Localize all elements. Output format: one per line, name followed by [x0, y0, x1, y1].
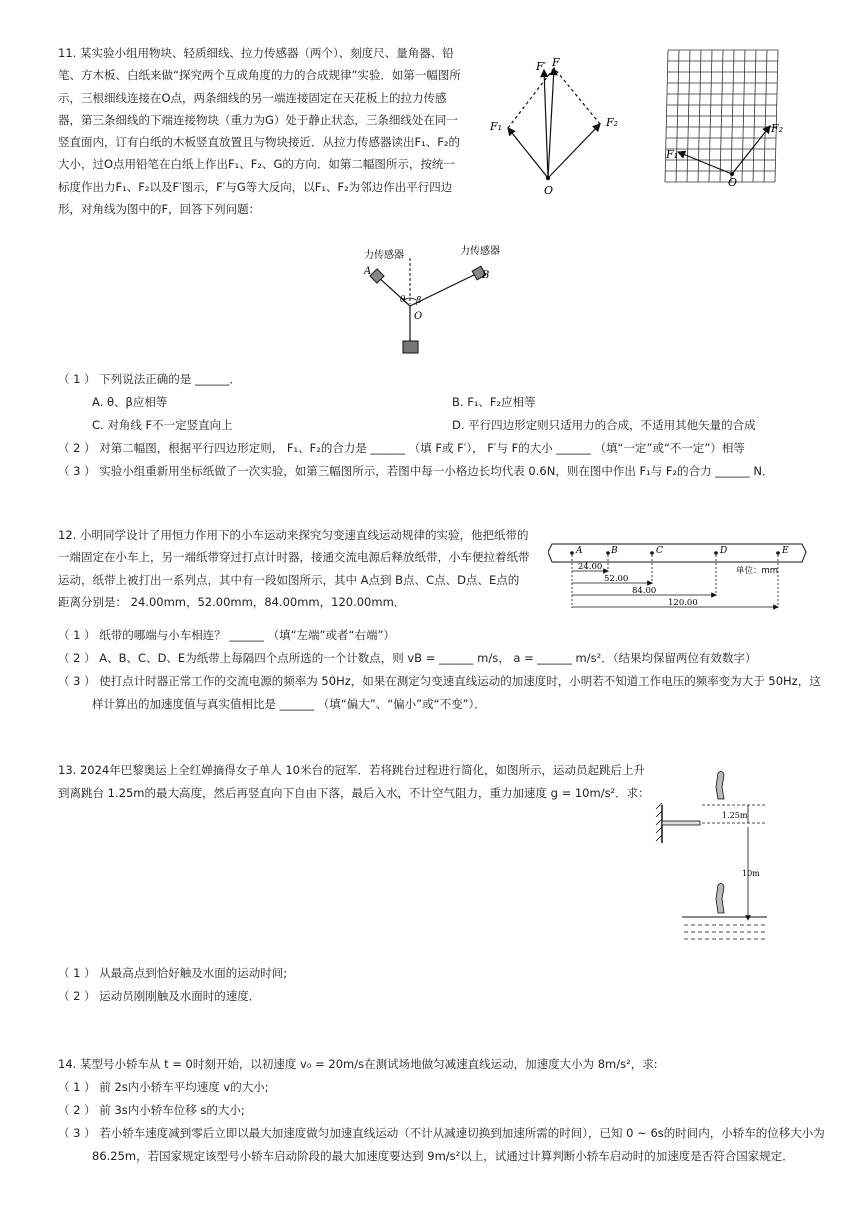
height-1-25: 1.25m — [722, 811, 748, 820]
beta-label: β — [416, 296, 422, 306]
tape-d2: 52.00 — [604, 574, 629, 584]
q12-part3-line1: （ 3 ） 使打点计时器正常工作的交流电源的频率为 50Hz，如果在测定匀变速直线运动的加速度时，小明若不知道工作电压的频率变为大于 50Hz，这 — [58, 674, 821, 688]
o-label: O — [544, 184, 554, 197]
q13-part2: （ 2 ） 运动员刚刚触及水面时的速度． — [58, 989, 261, 1003]
tape-e: E — [782, 546, 789, 556]
q13-fig-diving — [652, 765, 812, 950]
q14-stem: 14. 某型号小轿车从 t = 0时刻开始，以初速度 v₀ = 20m/s在测试场地做匀减速直线运动，加速度大小为 8m/s²，求: — [58, 1057, 658, 1071]
q12-fig-tape — [548, 538, 810, 616]
tape-b: B — [611, 546, 618, 556]
point-a-label: A — [364, 266, 372, 277]
q11-part1: （ 1 ） 下列说法正确的是 ______． — [58, 372, 241, 386]
q13-part1: （ 1 ） 从最高点到恰好触及水面的运动时间; — [58, 966, 288, 980]
tape-unit: 单位：mm — [736, 566, 779, 576]
q14-part1: （ 1 ） 前 2s内小轿车平均速度 v的大小; — [58, 1080, 269, 1094]
f2-label: F₂ — [606, 116, 619, 129]
q11-option-c: C. 对角线 F不一定竖直向上 — [92, 418, 233, 432]
f-label: F — [552, 56, 560, 69]
q11-fig-apparatus — [350, 240, 520, 358]
theta-label: θ — [400, 295, 406, 305]
q11-option-a: A. θ、β应相等 — [92, 395, 168, 409]
tape-d4: 120.00 — [668, 598, 698, 608]
grid-f1-label: F₁ — [666, 148, 679, 161]
fp-label: F′ — [536, 60, 547, 73]
q11-option-d: D. 平行四边形定则只适用力的合成，不适用其他矢量的合成 — [452, 418, 756, 432]
sensor-b-label: 力传感器 — [460, 246, 500, 257]
q13-stem-line1: 13. 2024年巴黎奥运上全红婵摘得女子单人 10米台的冠军．若将跳台过程进行简化，如图所示，运动员起跳后上升 — [58, 763, 645, 777]
q14-part2: （ 2 ） 前 3s内小轿车位移 s的大小; — [58, 1103, 245, 1117]
q12-stem: 12. 小明同学设计了用恒力作用下的小车运动来探究匀变速直线运动规律的实验，他把纸带的一端固定在小车上，另一端纸带穿过打点计时器，接通交流电源后释放纸带，小车便拉着纸带运动，纸带上被打出一系列点，其中有一段如图所示，其中 A点到 B点、C点、D点、E点的距离分别是： 24.00mm，52.00mm，84.00mm，120.00mm． — [58, 528, 530, 609]
q11-stem: 11. 某实验小组用物块、轻质细线、拉力传感器（两个）、刻度尺、量角器、铅笔、方木板、白纸来做“探究两个互成角度的力的合成规律”实验．如第一幅图所示，三根细线连接在O点，两条细线的另一端连接固定在天花板上的拉力传感器，第三条细线的下端连接物块（重力为G）处于静止状态，三条细线处在同一竖直面内，订有白纸的木板竖直放置且与物块接近．从拉力传感器读出F₁、F₂的大小，过O点用铅笔在白纸上作出F₁、F₂、G的方向．如第二幅图所示，按统一标度作出力F₁、F₂以及F′图示，F′与G等大反向，以F₁、F₂为邻边作出平行四边形，对角线为图中的F，回答下列问题： — [58, 46, 461, 217]
q14-part3-line2: 86.25m，若国家规定该型号小轿车启动阶段的最大加速度要达到 9m/s²以上，试通过计算判断小轿车启动时的加速度是否符合国家规定． — [92, 1149, 794, 1163]
grid-f2-label: F₂ — [771, 122, 784, 135]
point-o-label: O — [414, 311, 423, 322]
q13-stem-line2: 到离跳台 1.25m的最大高度，然后再竖直向下自由下落，最后入水，不计空气阻力，重力加速度 g = 10m/s²．求： — [58, 786, 650, 800]
q11-option-b: B. F₁、F₂应相等 — [452, 395, 536, 409]
q14-part3-line1: （ 3 ） 若小轿车速度减到零后立即以最大加速度做匀加速直线运动（不计从减速切换到加速所需的时间），已知 0 ~ 6s的时间内，小轿车的位移大小为 — [58, 1126, 825, 1140]
point-b-label: B — [482, 270, 490, 281]
tape-d3: 84.00 — [632, 586, 657, 596]
tape-c: C — [656, 546, 663, 556]
q11-fig-parallelogram — [482, 52, 632, 200]
q12-part3-line2: 样计算出的加速度值与真实值相比是 ______ （填“偏大”、“偏小”或“不变”）． — [92, 697, 486, 711]
q11-fig-grid — [658, 46, 808, 211]
q11-part2: （ 2 ） 对第二幅图，根据平行四边形定则， F₁、F₂的合力是 ______ （填 F或 F′）， F′与 F的大小 ______ （填“一定”或“不一定”）相等 — [58, 441, 745, 455]
f1-label: F₁ — [490, 120, 503, 133]
tape-d: D — [720, 546, 728, 556]
tape-a: A — [576, 546, 583, 556]
tape-d1: 24.00 — [578, 562, 603, 572]
grid-o-label: O — [728, 176, 738, 189]
q11-part3: （ 3 ） 实验小组重新用坐标纸做了一次实验，如第三幅图所示，若图中每一小格边长均代表 0.6N，则在图中作出 F₁与 F₂的合力 ______ N． — [58, 464, 774, 478]
sensor-a-label: 力传感器 — [364, 250, 404, 261]
q12-part2: （ 2 ） A、B、C、D、E为纸带上每隔四个点所选的一个计数点，则 vB = ______ m/s， a = ______ m/s²．（结果均保留两位有效数字） — [58, 651, 757, 665]
height-10: 10m — [742, 869, 760, 878]
q12-part1: （ 1 ） 纸带的哪端与小车相连？ ______ （填“左端”或者“右端”） — [58, 628, 395, 642]
